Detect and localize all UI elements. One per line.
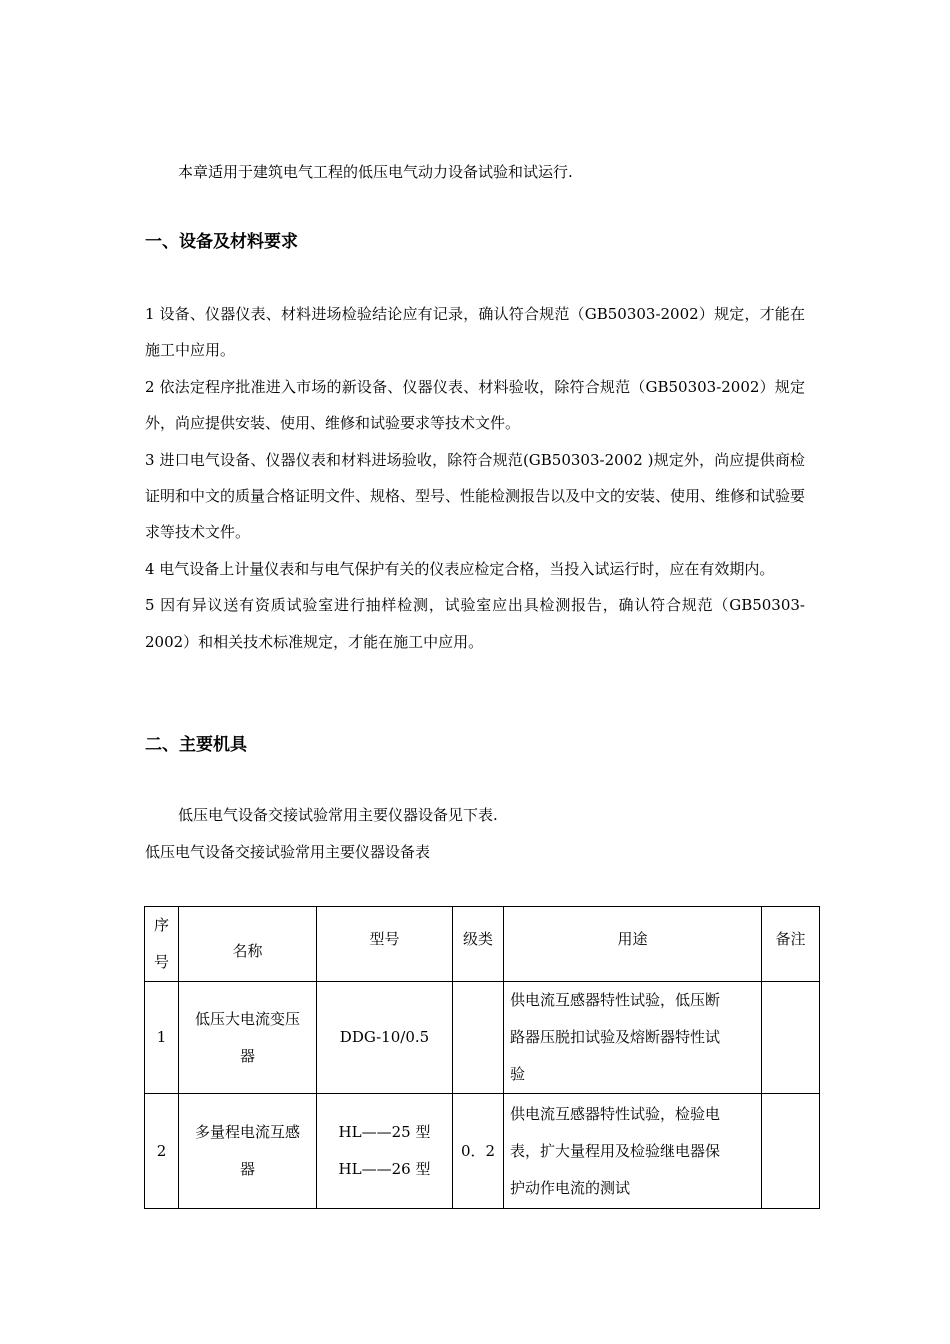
requirement-item: 2 依法定程序批准进入市场的新设备、仪器仪表、材料验收，除符合规范（GB50303-2002）规定外，尚应提供安装、使用、维修和试验要求等技术文件。 — [145, 377, 805, 433]
requirement-item: 4 电气设备上计量仪表和与电气保护有关的仪表应检定合格，当投入试运行时，应在有效期内。 — [145, 559, 775, 578]
equipment-table — [144, 906, 820, 1209]
cell-model: DDG-10/0.5 — [317, 982, 453, 1094]
table-caption: 低压电气设备交接试验常用主要仪器设备表 — [145, 843, 431, 861]
requirement-item: 5 因有异议送有资质试验室进行抽样检测，试验室应出具检测报告，确认符合规范（GB50303-2002）和相关技术标准规定，才能在施工中应用。 — [145, 596, 805, 651]
intro-paragraph: 本章适用于建筑电气工程的低压电气动力设备试验和试运行. — [178, 163, 573, 181]
table-intro: 低压电气设备交接试验常用主要仪器设备见下表. — [178, 806, 498, 824]
cell-note — [762, 1094, 820, 1209]
table-row — [145, 1094, 820, 1209]
cell-seq: 1 — [145, 982, 179, 1094]
cell-model: HL——25 型 HL——26 型 — [317, 1094, 453, 1209]
cell-use: 供电流互感器特性试验，低压断 路器压脱扣试验及熔断器特性试 验 — [504, 982, 762, 1094]
cell-name: 多量程电流互感 器 — [179, 1094, 317, 1209]
cell-grade: 0．2 — [453, 1094, 504, 1209]
cell-grade — [453, 982, 504, 1094]
header-name: 名称 — [179, 907, 317, 982]
table-row — [145, 982, 820, 1094]
header-grade: 级类 — [453, 907, 504, 982]
header-note: 备注 — [762, 907, 820, 982]
header-use: 用途 — [504, 907, 762, 982]
cell-note — [762, 982, 820, 1094]
table-header-row — [145, 907, 820, 982]
requirement-item: 1 设备、仪器仪表、材料进场检验结论应有记录，确认符合规范（GB50303-2002）规定，才能在施工中应用。 — [145, 305, 805, 360]
header-seq: 序 号 — [145, 907, 179, 982]
section-heading-tools: 二、主要机具 — [145, 735, 247, 755]
cell-name: 低压大电流变压 器 — [179, 982, 317, 1094]
header-model: 型号 — [317, 907, 453, 982]
cell-use: 供电流互感器特性试验，检验电 表，扩大量程用及检验继电器保 护动作电流的测试 — [504, 1094, 762, 1209]
section-heading-materials: 一、设备及材料要求 — [145, 232, 298, 252]
requirements-list — [145, 296, 805, 660]
requirement-item: 3 进口电气设备、仪器仪表和材料进场验收，除符合规范(GB50303-2002 )规定外，尚应提供商检证明和中文的质量合格证明文件、规格、型号、性能检测报告以及中文的安装、使用、维修和试验要求等技术文件。 — [145, 450, 806, 542]
cell-seq: 2 — [145, 1094, 179, 1209]
